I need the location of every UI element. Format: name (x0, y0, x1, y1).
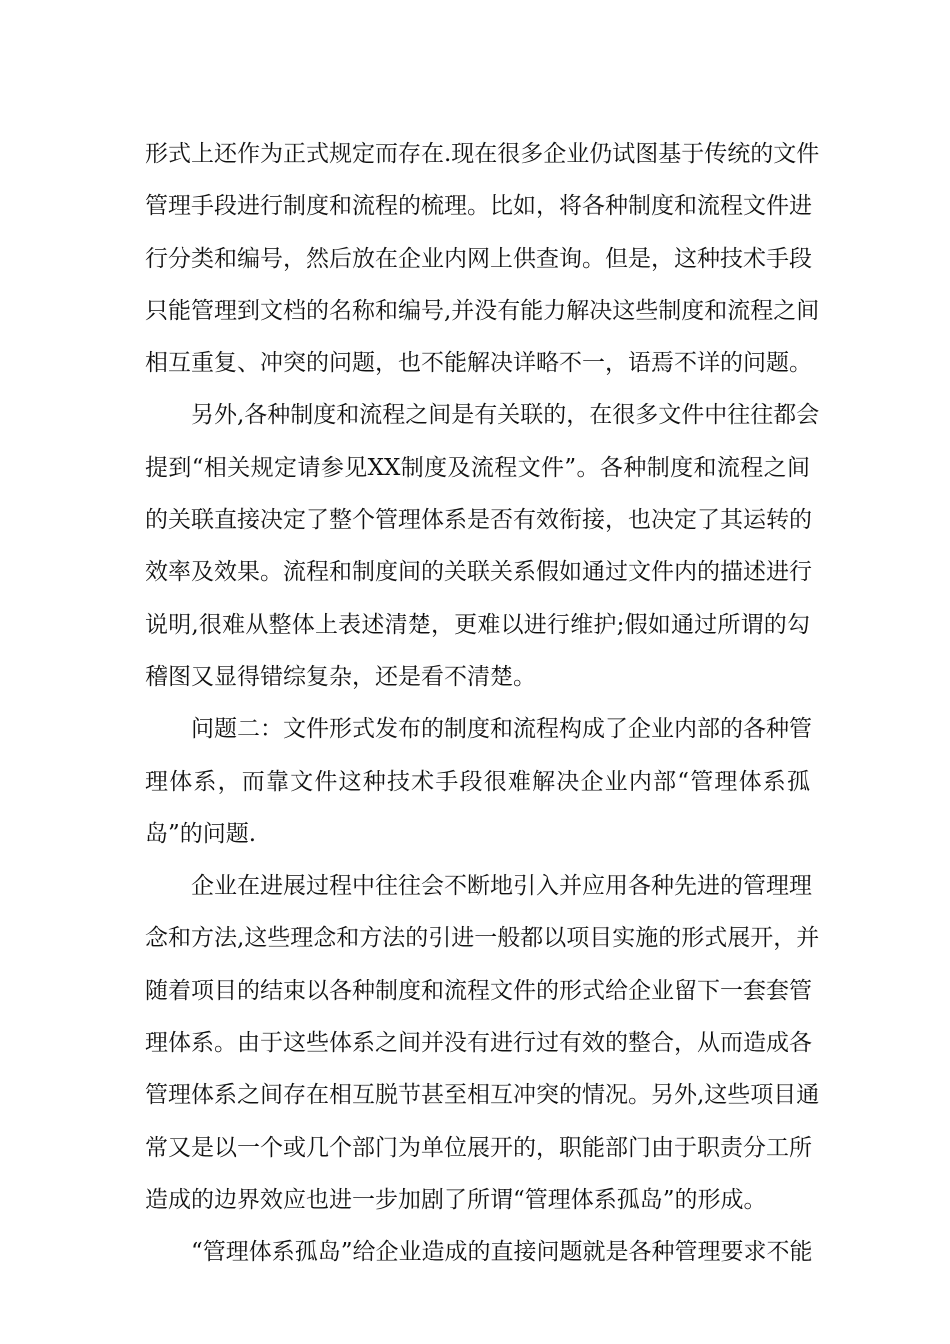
text-line: 问题二：文件形式发布的制度和流程构成了企业内部的各种管 (191, 716, 812, 743)
text-line: 形式上还作为正式规定而存在.现在很多企业仍试图基于传统的文件 (145, 141, 820, 167)
text-line: 只能管理到文档的名称和编号,并没有能力解决这些制度和流程之间 (145, 297, 820, 324)
text-line: 的关联直接决定了整个管理体系是否有效衔接，也决定了其运转的 (145, 507, 812, 534)
text-line: 理体系，而靠文件这种技术手段很难解决企业内部“管理体系孤 (145, 768, 810, 795)
text-line: 相互重复、冲突的问题，也不能解决详略不一，语焉不详的问题。 (145, 350, 812, 377)
text-line: 说明,很难从整体上表述清楚，更难以进行维护;假如通过所谓的勾 (145, 611, 810, 638)
text-line: 常又是以一个或几个部门为单位展开的，职能部门由于职责分工所 (145, 1134, 812, 1161)
body-text (145, 128, 820, 1279)
text-line: “管理体系孤岛”给企业造成的直接问题就是各种管理要求不能 (191, 1239, 813, 1266)
text-line: 另外,各种制度和流程之间是有关联的，在很多文件中往往都会 (191, 402, 820, 429)
text-line: 岛”的问题. (145, 820, 257, 847)
text-line: 企业在进展过程中往往会不断地引入并应用各种先进的管理理 (191, 873, 812, 900)
text-line: 管理体系之间存在相互脱节甚至相互冲突的情况。另外,这些项目通 (145, 1082, 820, 1109)
text-line: 管理手段进行制度和流程的梳理。比如，将各种制度和流程文件进 (145, 193, 812, 220)
text-line: 随着项目的结束以各种制度和流程文件的形式给企业留下一套套管 (145, 977, 812, 1004)
text-line: 念和方法,这些理念和方法的引进一般都以项目实施的形式展开，并 (145, 925, 820, 952)
text-line: 稽图又显得错综复杂，还是看不清楚。 (145, 663, 536, 690)
text-line: 造成的边界效应也进一步加剧了所谓“管理体系孤岛”的形成。 (145, 1186, 767, 1213)
text-line: 提到“相关规定请参见XX制度及流程文件”。各种制度和流程之间 (145, 454, 810, 481)
text-line: 效率及效果。流程和制度间的关联关系假如通过文件内的描述进行 (145, 559, 812, 586)
text-line: 行分类和编号，然后放在企业内网上供查询。但是，这种技术手段 (145, 245, 812, 272)
text-line: 理体系。由于这些体系之间并没有进行过有效的整合，从而造成各 (145, 1030, 812, 1057)
